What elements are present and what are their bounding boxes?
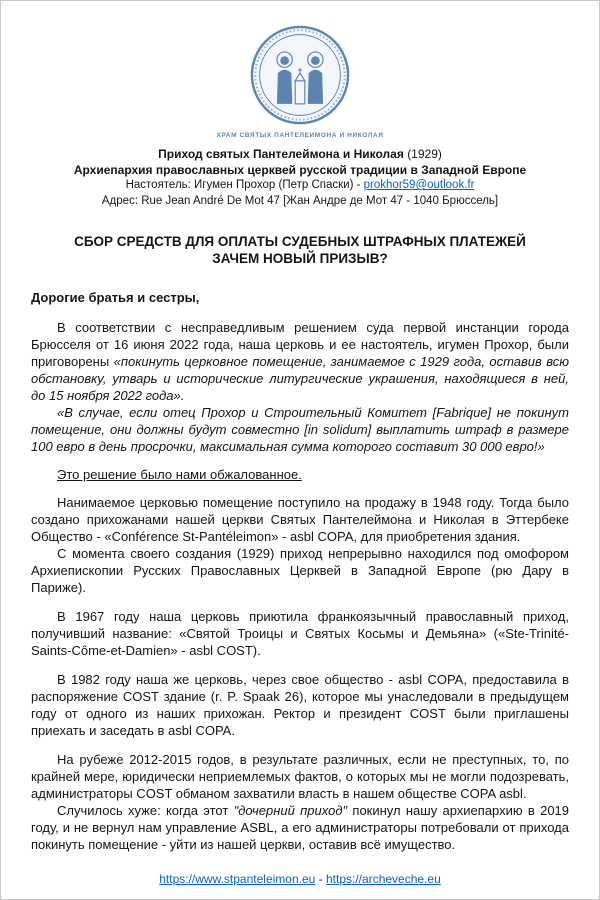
rector-line — [31, 178, 569, 194]
paragraph-1 — [31, 319, 569, 404]
paragraph-5: С момента своего создания (1929) приход непрерывно находился под омофором Архиепископии Русских Православных Церквей в Западной Европе (рю Дару в Париже). — [31, 546, 569, 595]
appeal-statement-text: Это решение было нами обжалованное. — [57, 467, 302, 482]
paragraph-8: На рубеже 2012-2015 годов, в результате различных, если не преступных, то, по крайней мере, юридически неприемлемых фактов, о которых мы не могли подозревать, администраторы COST обманом захватили власть в нашем обществе COPA asbl. — [31, 752, 569, 801]
rector-label: Настоятель: Игумен Прохор (Петр Спаски) - — [125, 179, 364, 191]
paragraph-9-quote: "дочерний приход" — [233, 803, 348, 818]
appeal-statement — [31, 466, 569, 483]
title-line1: СБОР СРЕДСТВ ДЛЯ ОПЛАТЫ СУДЕБНЫХ ШТРАФНЫХ ПЛАТЕЖЕЙ — [74, 234, 526, 249]
church-name-line — [31, 147, 569, 163]
salutation: Дорогие братья и сестры, — [31, 290, 200, 305]
paragraph-2-quote: «В случае, если отец Прохор и Строительный Комитет [Fabrique] не покинут помещение, они должны будут совместно [in solidum] выплатить штраф в размере 100 евро в день просрочки, максимальная сумма которого составит 30 000 евро!» — [31, 405, 569, 454]
church-name: Приход святых Пантелеймона и Николая — [158, 147, 404, 161]
rector-email-link[interactable]: prokhor59@outlook.fr — [363, 179, 475, 191]
paragraph-6: В 1967 году наша церковь приютила франкоязычный православный приход, получивший название: «Святой Троицы и Святых Косьмы и Демьяна» («Ste-Trinité-Saints-Côme-et-Damien» - asbl COST). — [31, 609, 569, 658]
church-seal-icon — [250, 25, 350, 125]
title-line2: ЗАЧЕМ НОВЫЙ ПРИЗЫВ? — [212, 251, 388, 266]
footer-link-archeveche[interactable]: https://archeveche.eu — [326, 872, 441, 886]
paragraph-9-post: покинул нашу архиепархию в 2019 году, и не вернул нам управление ASBL, а его администраторы потребовали от прихода покинуть помещение - уйти из нашей церкви, оставив всё имущество. — [31, 803, 570, 852]
paragraph-9-pre: Случилось хуже: когда этот — [57, 803, 234, 818]
archdiocese-line: Архиепархия православных церквей русской традиции в Западной Европе — [73, 162, 527, 177]
paragraph-9 — [31, 802, 569, 853]
document-body — [31, 289, 569, 853]
paragraph-7: В 1982 году наша же церковь, через свое общество - asbl COPA, предоставила в распоряжение COST здание (r. P. Spaak 26), которое мы унаследовали в предыдущем году от одного из наших прихожан. Ректор и президент COST были приглашены приехать и заседать в asbl COPA. — [31, 672, 569, 738]
footer-separator: - — [315, 872, 326, 886]
footer-links — [1, 872, 599, 886]
logo-caption: ХРАМ СВЯТЫХ ПАНТЕЛЕИМОНА И НИКОЛАЯ — [216, 132, 384, 139]
paragraph-1-quote: «покинуть церковное помещение, занимаемое с 1929 года, оставив всю обстановку, утварь и исторические литургические украшения, находящиеся в ней, до 15 ноября 2022 года». — [31, 354, 569, 403]
church-seal-logo — [31, 25, 569, 139]
paragraph-4: Нанимаемое церковью помещение поступило на продажу в 1948 году. Тогда было создано прихожанами нашей церкви Святых Пантелеймона и Николая в Эттербеке Общество - «Conférence St-Pantéleimon» - asbl COPA, для приобретения здания. — [31, 495, 569, 544]
document-title — [31, 233, 569, 267]
church-year: (1929) — [407, 147, 442, 161]
document-header — [31, 147, 569, 209]
address-line: Адрес: Rue Jean André De Mot 47 [Жан Андре де Мот 47 - 1040 Брюссель] — [101, 194, 499, 207]
paragraph-1-normal: В соответствии с несправедливым решением суда первой инстанции города Брюсселя от 16 июня 2022 года, наша церковь и ее настоятель, игумен Прохор, были приговорены — [31, 320, 569, 369]
footer-link-stpanteleimon[interactable]: https://www.stpanteleimon.eu — [159, 872, 316, 886]
